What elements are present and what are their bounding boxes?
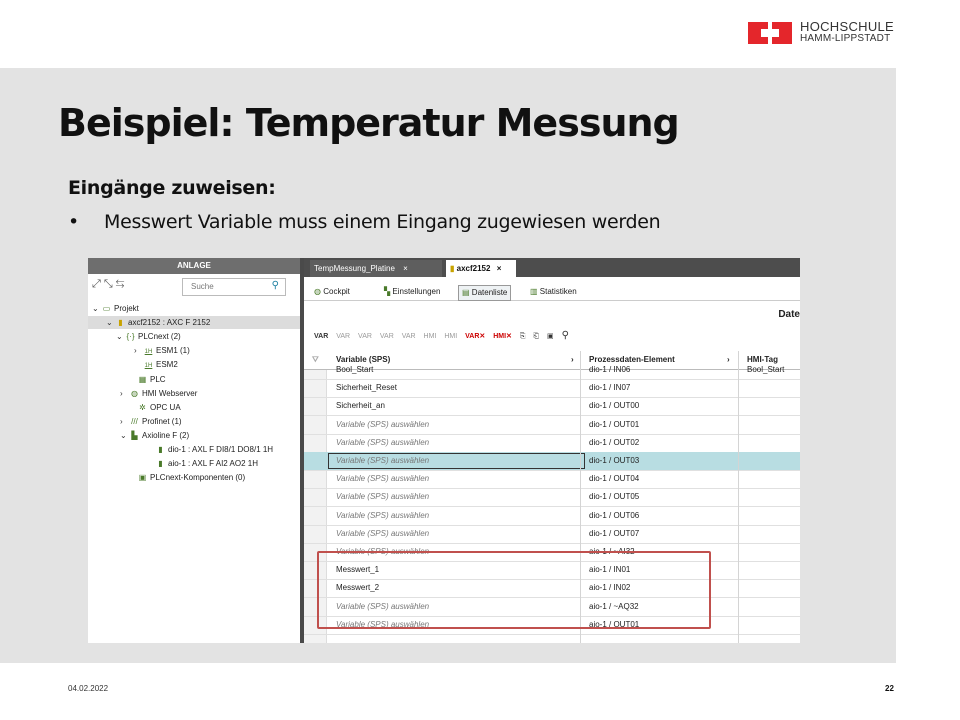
axioline-icon: ▙: [131, 430, 138, 440]
cell-process-data[interactable]: dio-1 / OUT06: [589, 510, 640, 520]
slide-title: Beispiel: Temperatur Messung: [58, 101, 679, 145]
tree-item-label: PLCnext (2): [138, 332, 181, 342]
import-icon[interactable]: ⎗: [533, 333, 540, 340]
page-number: 22: [885, 684, 894, 693]
cell-variable[interactable]: Messwert_1: [336, 565, 380, 575]
logo-line1: HOCHSCHULE: [800, 19, 895, 34]
plant-panel-header: ANLAGE: [88, 258, 300, 274]
subtab-label: Cockpit: [323, 287, 350, 296]
controller-icon: ▮: [118, 318, 123, 328]
cell-process-data[interactable]: dio-1 / OUT03: [589, 456, 640, 465]
tree-item[interactable]: [120, 387, 197, 400]
subtab-datenliste[interactable]: [458, 285, 511, 301]
tree-item-label: ESM2: [156, 360, 178, 370]
tree-item[interactable]: [128, 373, 166, 386]
opcua-icon: ✲: [139, 402, 146, 412]
tree-search-input[interactable]: [182, 278, 286, 296]
subtab-label: Datenliste: [471, 288, 508, 297]
plant-panel: [88, 258, 300, 643]
table-row[interactable]: [304, 416, 800, 435]
tree-item[interactable]: [128, 471, 245, 484]
slide-date: 04.02.2022: [68, 684, 109, 693]
cell-variable[interactable]: Variable (SPS) auswählen: [336, 619, 430, 629]
globe-icon: ◍: [131, 388, 138, 398]
delete-variable-icon[interactable]: VAR✕: [465, 333, 486, 340]
search-placeholder: Suche: [191, 282, 214, 291]
section-title: Date: [778, 309, 800, 320]
datalist-toolbar: [314, 330, 575, 346]
chevron-right-icon[interactable]: ›: [120, 388, 123, 398]
tree-item[interactable]: [128, 401, 181, 414]
tree-item-label: Profinet (1): [142, 416, 182, 426]
tree-item[interactable]: [146, 443, 273, 456]
subtab-label: Statistiken: [539, 287, 577, 296]
column-header-process-data[interactable]: Prozessdaten-Element: [589, 355, 675, 364]
tree-item[interactable]: [120, 429, 189, 442]
tab-tempmessung[interactable]: [310, 260, 442, 277]
slide-subheading: Eingänge zuweisen:: [68, 177, 276, 199]
column-header-variable[interactable]: Variable (SPS): [336, 355, 391, 364]
table-row[interactable]: [304, 488, 800, 507]
tree-item[interactable]: [146, 457, 258, 470]
table-row[interactable]: [304, 361, 800, 380]
list-icon: ▤: [462, 288, 470, 297]
table-row[interactable]: [304, 434, 800, 453]
cell-variable[interactable]: Messwert_2: [336, 583, 380, 593]
search-icon[interactable]: ⚲: [561, 330, 569, 341]
logo-line2: HAMM-LIPPSTADT: [800, 33, 891, 44]
plc-chip-icon: ▦: [138, 374, 147, 384]
chevron-right-icon[interactable]: ›: [134, 346, 137, 356]
tree-item[interactable]: [88, 316, 300, 329]
delete-hmi-icon[interactable]: HMI✕: [493, 333, 512, 340]
table-row[interactable]: [304, 379, 800, 398]
variable-action-icon[interactable]: VAR: [336, 333, 351, 340]
export-icon[interactable]: ⎘: [519, 333, 526, 340]
tree-item-label: Projekt: [114, 304, 139, 313]
cell-variable[interactable]: Variable (SPS) auswählen: [336, 528, 430, 538]
close-icon[interactable]: ×: [403, 264, 408, 273]
chevron-down-icon[interactable]: ⌄: [92, 304, 99, 313]
tab-label: TempMessung_Platine: [314, 264, 395, 273]
cell-process-data[interactable]: dio-1 / IN06: [589, 365, 631, 374]
subtab-statistiken[interactable]: [530, 285, 577, 299]
cell-process-data[interactable]: dio-1 / OUT04: [589, 474, 640, 484]
table-row[interactable]: [304, 452, 800, 471]
tree-item[interactable]: [120, 415, 182, 428]
cell-process-data[interactable]: aio-1 / OUT01: [589, 619, 640, 629]
cell-process-data[interactable]: dio-1 / OUT01: [589, 419, 640, 429]
close-icon[interactable]: ×: [496, 264, 502, 273]
tree-item-label: aio-1 : AXL F AI2 AO2 1H: [168, 459, 258, 469]
tree-toolbar: [92, 278, 127, 291]
tree-item-label: PLC: [150, 374, 166, 384]
cell-process-data[interactable]: aio-1 / IN02: [589, 583, 631, 593]
variable-action-icon[interactable]: VAR: [358, 333, 372, 340]
columns-icon[interactable]: ▣: [546, 333, 554, 340]
esm-icon: 1H: [144, 363, 153, 370]
bullet-dot: •: [68, 211, 79, 233]
table-row[interactable]: [304, 470, 800, 489]
cell-process-data[interactable]: dio-1 / OUT05: [589, 492, 640, 502]
collapse-all-icon[interactable]: ⤡: [103, 278, 116, 290]
cell-variable[interactable]: Variable (SPS) auswählen: [336, 437, 430, 447]
filter-icon[interactable]: ⚲: [271, 280, 279, 291]
cell-variable[interactable]: Sicherheit_Reset: [336, 383, 397, 393]
subtab-label: Einstellungen: [392, 287, 441, 296]
project-folder-icon: ▭: [102, 304, 111, 313]
subtab-cockpit[interactable]: [314, 285, 350, 299]
chevron-down-icon[interactable]: ⌄: [106, 318, 113, 328]
cell-process-data[interactable]: dio-1 / OUT02: [589, 437, 640, 447]
cell-variable[interactable]: Variable (SPS) auswählen: [328, 453, 585, 469]
tree-item[interactable]: [116, 330, 181, 343]
cell-variable[interactable]: Bool_Start: [336, 365, 374, 374]
variable-action-icon[interactable]: VAR: [401, 333, 416, 340]
cell-variable[interactable]: Variable (SPS) auswählen: [336, 419, 430, 429]
chevron-down-icon[interactable]: ⌄: [120, 430, 127, 440]
tree-item-label: ESM1 (1): [156, 346, 190, 356]
tree-item[interactable]: [134, 344, 190, 357]
tree-item-label: axcf2152 : AXC F 2152: [128, 318, 211, 328]
variable-action-icon[interactable]: VAR: [379, 333, 394, 340]
column-divider: [738, 351, 739, 643]
cell-variable[interactable]: Variable (SPS) auswählen: [336, 474, 430, 484]
io-module-icon: ▮: [158, 459, 163, 469]
cell-process-data[interactable]: aio-1 / ~AQ32: [589, 601, 639, 611]
chart-icon: ▥: [530, 287, 538, 296]
tree-item-label: dio-1 : AXL F DI8/1 DO8/1 1H: [168, 445, 274, 454]
table-row[interactable]: [304, 525, 800, 544]
tab-label: axcf2152: [456, 264, 491, 273]
bullet-text: Messwert Variable muss einem Eingang zugewiesen werden: [104, 211, 661, 233]
sort-icon[interactable]: ›: [727, 355, 730, 364]
esm-icon: 1H: [144, 349, 153, 356]
cell-process-data[interactable]: dio-1 / OUT00: [589, 401, 640, 411]
hshl-logo-icon: [748, 22, 792, 44]
table-row[interactable]: [304, 397, 800, 416]
hmi-action-icon[interactable]: HMI: [423, 333, 437, 340]
cell-process-data[interactable]: aio-1 / ~AI32: [589, 547, 635, 556]
tree-item-label: OPC UA: [150, 402, 181, 412]
gauge-icon: ◍: [314, 287, 321, 296]
highlight-box: [317, 551, 711, 629]
cell-process-data[interactable]: aio-1 / IN01: [589, 565, 631, 575]
cell-variable[interactable]: Variable (SPS) auswählen: [336, 510, 430, 520]
editor-subtabs: [304, 282, 800, 301]
sync-icon[interactable]: ⇆: [115, 278, 128, 290]
column-header-hmi-tag[interactable]: HMI-Tag: [747, 355, 778, 364]
chevron-down-icon[interactable]: ⌄: [116, 332, 123, 342]
expand-all-icon[interactable]: ⤢: [92, 278, 104, 290]
cell-variable[interactable]: Sicherheit_an: [336, 401, 385, 411]
tree-item[interactable]: [92, 302, 139, 315]
tree-item-label: HMI Webserver: [142, 388, 198, 398]
tree-item[interactable]: [134, 358, 178, 371]
table-row[interactable]: [304, 507, 800, 526]
profinet-icon: ///: [131, 416, 138, 426]
cell-hmi-tag[interactable]: Bool_Start: [747, 365, 785, 374]
cell-variable[interactable]: Variable (SPS) auswählen: [336, 601, 430, 611]
hmi-action-icon[interactable]: HMI: [444, 333, 458, 340]
settings-icon: ▚: [384, 287, 391, 296]
university-logo: [748, 21, 898, 49]
subtab-einstellungen[interactable]: [384, 285, 440, 299]
plcnext-icon: {·}: [126, 332, 135, 342]
chevron-right-icon[interactable]: ›: [120, 416, 123, 426]
io-module-icon: ▮: [158, 445, 163, 454]
tree-item-label: Axioline F (2): [142, 430, 190, 440]
cell-process-data[interactable]: dio-1 / IN07: [589, 383, 631, 393]
components-icon: ▣: [138, 473, 147, 483]
add-variable-icon[interactable]: VAR: [314, 333, 329, 340]
filter-icon[interactable]: ⛛: [312, 355, 319, 364]
cell-variable[interactable]: Variable (SPS) auswählen: [336, 547, 430, 556]
tab-axcf2152[interactable]: [446, 260, 516, 277]
editor-tabbar: [304, 258, 800, 277]
tree-item-label: PLCnext-Komponenten (0): [150, 473, 246, 483]
controller-icon: ▮: [450, 264, 455, 273]
sort-icon[interactable]: ›: [571, 355, 574, 364]
cell-process-data[interactable]: dio-1 / OUT07: [589, 528, 640, 538]
cell-variable[interactable]: Variable (SPS) auswählen: [336, 492, 430, 502]
